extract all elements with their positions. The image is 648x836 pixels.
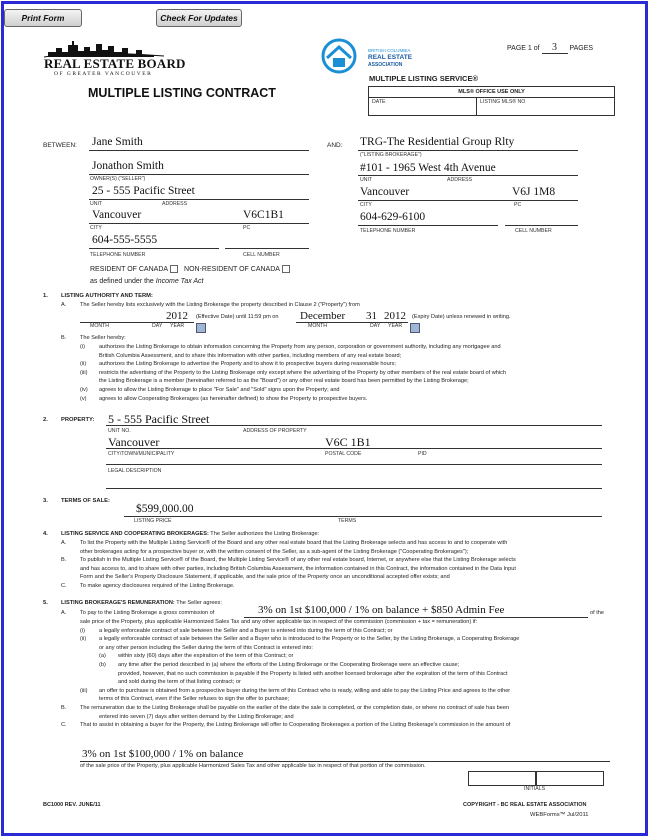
authorization-marker: (i) <box>80 344 85 350</box>
section-5-title: LISTING BROKERAGE'S REMUNERATION: The Seller agrees: <box>61 600 222 606</box>
remuneration-text: terms of this Contract, even if the Seller refuses to sign the offer to purchase; <box>99 696 290 703</box>
skyline-icon <box>44 36 172 58</box>
expiry-date-calendar-icon[interactable] <box>410 323 420 333</box>
start-date-calendar-icon[interactable] <box>196 323 206 333</box>
print-form-button[interactable]: Print Form <box>4 9 82 27</box>
authorization-text: British Columbia Assessment, and to share this information with other parties, including members of any real estate board; <box>99 352 402 359</box>
brokerage-postal-code[interactable]: V6J 1M8 <box>512 186 556 198</box>
service-text: To publish in the Multiple Listing Service® of the Board, the Multiple Listing Service® of any other real estate board, Internet, or anywhere else that the Listing Brokerage selects <box>80 557 516 564</box>
brokerage-name[interactable]: TRG-The Residential Group Rlty <box>360 136 515 148</box>
brokerage-address[interactable]: #101 - 1965 West 4th Avenue <box>360 162 496 174</box>
service-marker: A. <box>61 540 67 546</box>
brokerage-city[interactable]: Vancouver <box>360 186 410 198</box>
service-text: To list the Property with the Multiple Listing Service® of the Board and any other real estate board that the Listing Brokerage selects and has access to and to cooperate with <box>80 540 508 546</box>
service-text: Form and the Seller's Property Disclosure Statement, if applicable, and the sale price of the Property once an unconditional accepted offer exists; and <box>80 574 450 581</box>
remuneration-text: That to assist in obtaining a buyer for the Property, the Listing Brokerage will offer to Cooperating Brokerages a portion of the Listing Brokerage's commission in the amount of <box>80 722 511 729</box>
property-address[interactable]: 5 - 555 Pacific Street <box>108 412 210 426</box>
remuneration-marker: (a) <box>99 653 106 660</box>
remuneration-marker: (iii) <box>80 687 88 694</box>
between-label: BETWEEN: <box>43 142 77 149</box>
authorization-text: agrees to allow Cooperating Brokerages (as hereinafter defined) to show the Property to prospective buyers. <box>99 395 368 402</box>
section-4-title: LISTING SERVICE AND COOPERATING BROKERAGES: The Seller authorizes the Listing Brokerage: <box>61 531 320 537</box>
residency-options: RESIDENT OF CANADA NON-RESIDENT OF CANADA <box>90 265 290 273</box>
page-count: 3 <box>542 42 568 54</box>
and-label: AND: <box>327 142 343 149</box>
expiry-year[interactable]: 2012 <box>384 310 406 322</box>
authorization-text: authorizes the Listing Brokerage to advertise the Property and to show it to prospective buyers during reasonable hours; <box>99 361 396 368</box>
property-city[interactable]: Vancouver <box>108 435 160 449</box>
rebgv-logo: REAL ESTATE BOARD OF GREATER VANCOUVER <box>44 36 172 80</box>
authorization-text: authorizes the Listing Brokerage to obtain information concerning the Property from any person, corporation or government authority, including any mortgagee and <box>99 344 501 350</box>
authorization-marker: (ii) <box>80 361 87 368</box>
seller-name-2[interactable]: Jonathon Smith <box>92 160 164 172</box>
cooperating-commission[interactable]: 3% on 1st $100,000 / 1% on balance <box>82 748 244 760</box>
service-text: and has access to, and to share with other parties, including British Columbia Assessment, the information contained in this Contract, the information contained in the Data Input <box>80 565 516 572</box>
remuneration-text: a legally enforceable contract of sale between the Seller and a Buyer is entered into during the term of this Contract; or <box>99 627 393 634</box>
seller-address[interactable]: 25 - 555 Pacific Street <box>92 185 195 197</box>
commission-rate[interactable]: 3% on 1st $100,000 / 1% on balance + $850 Admin Fee <box>258 604 505 616</box>
remuneration-text: an offer to purchase is obtained from a prospective buyer during the term of this Contract who is ready, willing and able to pay the Listing Price and agrees to the other <box>99 687 511 694</box>
resident-checkbox[interactable] <box>170 265 178 273</box>
remuneration-text: sale price of the Property, plus applicable Harmonized Sales Tax and any other applicable tax in respect of the commission (commission + tax = remuneration) if: <box>80 619 478 625</box>
authorization-text: restricts the advertising of the Property to the Listing Brokerage only except where the advertising of the Property by other members of the real estate board of which <box>99 369 507 376</box>
seller-city[interactable]: Vancouver <box>92 209 142 221</box>
remuneration-text: provided, however, that no such commission is payable if the Property is listed with another licensed brokerage after the expiration of the term of this Contract <box>118 670 508 677</box>
remuneration-marker: (b) <box>99 661 106 668</box>
service-text: To make agency disclosures required of the Listing Brokerage. <box>80 582 235 589</box>
listing-price[interactable]: $599,000.00 <box>136 503 194 515</box>
brokerage-phone[interactable]: 604-629-6100 <box>360 211 426 223</box>
start-year[interactable]: 2012 <box>166 310 188 322</box>
section-1-title: LISTING AUTHORITY AND TERM: <box>61 293 153 299</box>
copyright: COPYRIGHT - BC REAL ESTATE ASSOCIATION <box>463 802 587 808</box>
remuneration-text: any time after the period described in (a) where the efforts of the Listing Brokerage or the Cooperating Brokerage were an effective cause; <box>118 661 460 668</box>
authorization-marker: (iii) <box>80 369 88 376</box>
mls-heading: MULTIPLE LISTING SERVICE® <box>369 74 479 83</box>
remuneration-text: a legally enforceable contract of sale between the Seller and a Buyer who is introduced to the Property or to the Seller, by the Listing Brokerage, a Cooperating Brokerage <box>99 636 520 643</box>
section-3-title: TERMS OF SALE: <box>61 498 110 504</box>
remuneration-text: and sold during the term of that listing contract; or <box>118 679 241 686</box>
authorization-text: agrees to allow the Listing Brokerage to place "For Sale" and "Sold" signs upon the Property; and <box>99 386 340 393</box>
check-updates-button[interactable]: Check For Updates <box>156 9 242 27</box>
remuneration-text: The remuneration due to the Listing Brokerage shall be payable on the earlier of the date the sale is completed, or the completion date, or where no contract of sale has been <box>80 704 510 711</box>
remuneration-text: entered into seven (7) days after written demand by the Listing Brokerage; and <box>99 713 294 720</box>
bcrea-logo: BRITISH COLUMBIA REAL ESTATE ASSOCIATION <box>320 38 420 78</box>
property-postal-code[interactable]: V6C 1B1 <box>325 435 371 449</box>
service-marker: C. <box>61 582 67 589</box>
remuneration-marker: B. <box>61 704 67 711</box>
seller-phone[interactable]: 604-555-5555 <box>92 234 158 246</box>
section-2-title: PROPERTY: <box>61 417 95 423</box>
nonresident-checkbox[interactable] <box>282 265 290 273</box>
service-marker: B. <box>61 557 67 564</box>
remuneration-text: or any other person including the Seller during the term of this Contract is entered into: <box>99 644 313 651</box>
form-title: MULTIPLE LISTING CONTRACT <box>88 86 276 100</box>
remuneration-marker: (i) <box>80 627 85 634</box>
authorization-marker: (v) <box>80 395 87 402</box>
expiry-month[interactable]: December <box>300 310 346 322</box>
service-text: other brokerages acting for a prospective buyer or, with the written consent of the Seller, as a sub-agent of the Listing Brokerage ("Cooperating Brokerages"); <box>80 548 469 555</box>
remuneration-text: within sixty (60) days after the expiration of the term of this Contract; or <box>118 653 294 660</box>
seller-postal-code[interactable]: V6C1B1 <box>243 209 284 221</box>
authorization-marker: (iv) <box>80 386 88 393</box>
seller-name-1[interactable]: Jane Smith <box>92 136 143 148</box>
initials-boxes: INITIALS <box>468 771 604 792</box>
remuneration-marker: C. <box>61 722 67 729</box>
initials-box-1[interactable] <box>468 771 536 786</box>
form-number: BC1000 REV. JUNE/11 <box>43 802 101 808</box>
remuneration-marker: (ii) <box>80 636 87 643</box>
house-logo-icon <box>320 38 362 74</box>
page-indicator: PAGE 1 of 3 PAGES <box>507 42 594 53</box>
mls-office-box: MLS® OFFICE USE ONLY DATE LISTING MLS® NO <box>368 86 615 116</box>
webforms-version: WEBForms™ Jul/2011 <box>530 812 589 818</box>
authorization-text: the Listing Brokerage is a member (hereinafter referred to as the "Board") or any other real estate board has been permitted by the Listing Brokerage; <box>99 378 469 385</box>
tax-act-note: as defined under the Income Tax Act <box>90 278 204 285</box>
expiry-day[interactable]: 31 <box>366 310 377 322</box>
initials-box-2[interactable] <box>536 771 604 786</box>
